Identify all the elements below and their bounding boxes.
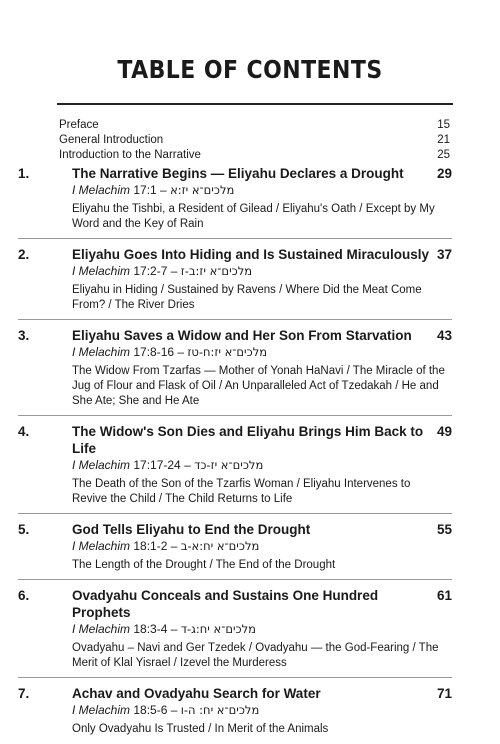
reference-hebrew: מלכים־א יח: ה-ו bbox=[180, 703, 260, 717]
reference-verses: 18:3-4 – bbox=[133, 622, 181, 636]
chapter-number: 5. bbox=[18, 522, 30, 537]
chapter-description: The Widow From Tzarfas — Mother of Yonah HaNavi / The Miracle of the Jug of Flour and Flask of Oil / An Unparalleled Act of Tzedakah / He and She Ate; She and He Ate bbox=[72, 365, 445, 407]
chapter-title: God Tells Eliyahu to End the Drought bbox=[72, 522, 311, 537]
chapter-title: Ovadyahu Conceals and Sustains One Hundred Prophets bbox=[72, 588, 379, 620]
chapter-entry[interactable] bbox=[18, 587, 452, 678]
reference-book: I Melachim bbox=[72, 264, 131, 278]
chapter-number: 7. bbox=[18, 686, 30, 701]
chapter-title: Eliyahu Saves a Widow and Her Son From Starvation bbox=[72, 328, 412, 343]
reference-book: I Melachim bbox=[72, 458, 131, 472]
chapter-divider bbox=[18, 319, 452, 320]
chapter-page: 55 bbox=[436, 522, 452, 537]
chapter-number: 6. bbox=[18, 588, 30, 603]
chapter-description: Only Ovadyahu Is Trusted / In Merit of the Animals bbox=[72, 723, 329, 735]
front-matter-page: 21 bbox=[437, 134, 450, 146]
reference-verses: 17:1 – bbox=[133, 183, 171, 197]
chapter-reference bbox=[72, 621, 452, 637]
reference-hebrew: מלכים־א יז:ב-ז bbox=[180, 264, 253, 278]
chapter-page: 29 bbox=[436, 166, 452, 181]
reference-hebrew: מלכים־א יח:ג-ד bbox=[180, 622, 256, 636]
chapter-reference bbox=[72, 263, 452, 279]
chapter-reference bbox=[72, 344, 452, 360]
reference-book: I Melachim bbox=[72, 622, 131, 636]
chapter-entry[interactable] bbox=[18, 685, 452, 737]
chapter-entry[interactable] bbox=[18, 327, 452, 416]
reference-hebrew: מלכים־א יז:ח-טז bbox=[187, 345, 268, 359]
chapter-description: Ovadyahu – Navi and Ger Tzedek / Ovadyahu — the God-Fearing / The Merit of Klal Yisrael / Izevel the Murderess bbox=[72, 642, 439, 669]
reference-verses: 17:8-16 – bbox=[133, 345, 188, 359]
page-title: TABLE OF CONTENTS bbox=[117, 55, 383, 84]
reference-verses: 17:2-7 – bbox=[133, 264, 181, 278]
reference-book: I Melachim bbox=[72, 703, 131, 717]
chapter-description: The Death of the Son of the Tzarfis Woman / Eliyahu Intervenes to Revive the Child / The Child Returns to Life bbox=[72, 478, 411, 505]
front-matter-item[interactable] bbox=[59, 148, 450, 163]
front-matter-label: Preface bbox=[59, 119, 99, 131]
front-matter-list bbox=[59, 118, 450, 163]
reference-book: I Melachim bbox=[72, 183, 131, 197]
chapter-entry[interactable] bbox=[18, 423, 452, 514]
reference-hebrew: מלכים־א יז-כד bbox=[194, 458, 264, 472]
chapter-divider bbox=[18, 238, 452, 239]
front-matter-item[interactable] bbox=[59, 133, 450, 148]
reference-book: I Melachim bbox=[72, 345, 131, 359]
front-matter-item[interactable] bbox=[59, 118, 450, 133]
chapter-list bbox=[18, 165, 452, 744]
chapter-page: 43 bbox=[436, 328, 452, 343]
chapter-page: 61 bbox=[436, 588, 452, 603]
reference-verses: 18:5-6 – bbox=[133, 703, 181, 717]
chapter-divider bbox=[18, 415, 452, 416]
chapter-number: 1. bbox=[18, 166, 30, 181]
chapter-page: 49 bbox=[436, 424, 452, 439]
chapter-entry[interactable] bbox=[18, 521, 452, 580]
front-matter-label: General Introduction bbox=[59, 134, 164, 146]
reference-book: I Melachim bbox=[72, 539, 131, 553]
chapter-title: The Narrative Begins — Eliyahu Declares a Drought bbox=[72, 166, 404, 181]
reference-hebrew: מלכים־א יז:א bbox=[170, 183, 235, 197]
chapter-page: 71 bbox=[436, 686, 452, 701]
chapter-description: Eliyahu the Tishbi, a Resident of Gilead / Eliyahu's Oath / Except by My Word and the Key of Rain bbox=[72, 203, 435, 230]
chapter-entry[interactable] bbox=[18, 246, 452, 320]
front-matter-page: 15 bbox=[437, 119, 450, 131]
chapter-page: 37 bbox=[436, 247, 452, 262]
front-matter-label: Introduction to the Narrative bbox=[59, 149, 201, 161]
chapter-reference bbox=[72, 538, 452, 554]
chapter-reference bbox=[72, 182, 452, 198]
reference-verses: 18:1-2 – bbox=[133, 539, 181, 553]
chapter-reference bbox=[72, 702, 452, 718]
title-rule bbox=[57, 103, 453, 105]
front-matter-page: 25 bbox=[437, 149, 450, 161]
chapter-title: The Widow's Son Dies and Eliyahu Brings Him Back to Life bbox=[72, 424, 424, 456]
chapter-number: 2. bbox=[18, 247, 30, 262]
chapter-title: Achav and Ovadyahu Search for Water bbox=[72, 686, 321, 701]
chapter-description: Eliyahu in Hiding / Sustained by Ravens / Where Did the Meat Come From? / The River Dries bbox=[72, 284, 422, 311]
chapter-reference bbox=[72, 457, 452, 473]
chapter-number: 4. bbox=[18, 424, 30, 439]
chapter-entry[interactable] bbox=[18, 165, 452, 239]
chapter-divider bbox=[18, 677, 452, 678]
chapter-title: Eliyahu Goes Into Hiding and Is Sustained Miraculously bbox=[72, 247, 430, 262]
chapter-number: 3. bbox=[18, 328, 30, 343]
chapter-divider bbox=[18, 513, 452, 514]
reference-verses: 17:17-24 – bbox=[133, 458, 195, 472]
reference-hebrew: מלכים־א יח:א-ב bbox=[180, 539, 260, 553]
chapter-divider bbox=[18, 579, 452, 580]
chapter-description: The Length of the Drought / The End of the Drought bbox=[72, 559, 336, 571]
